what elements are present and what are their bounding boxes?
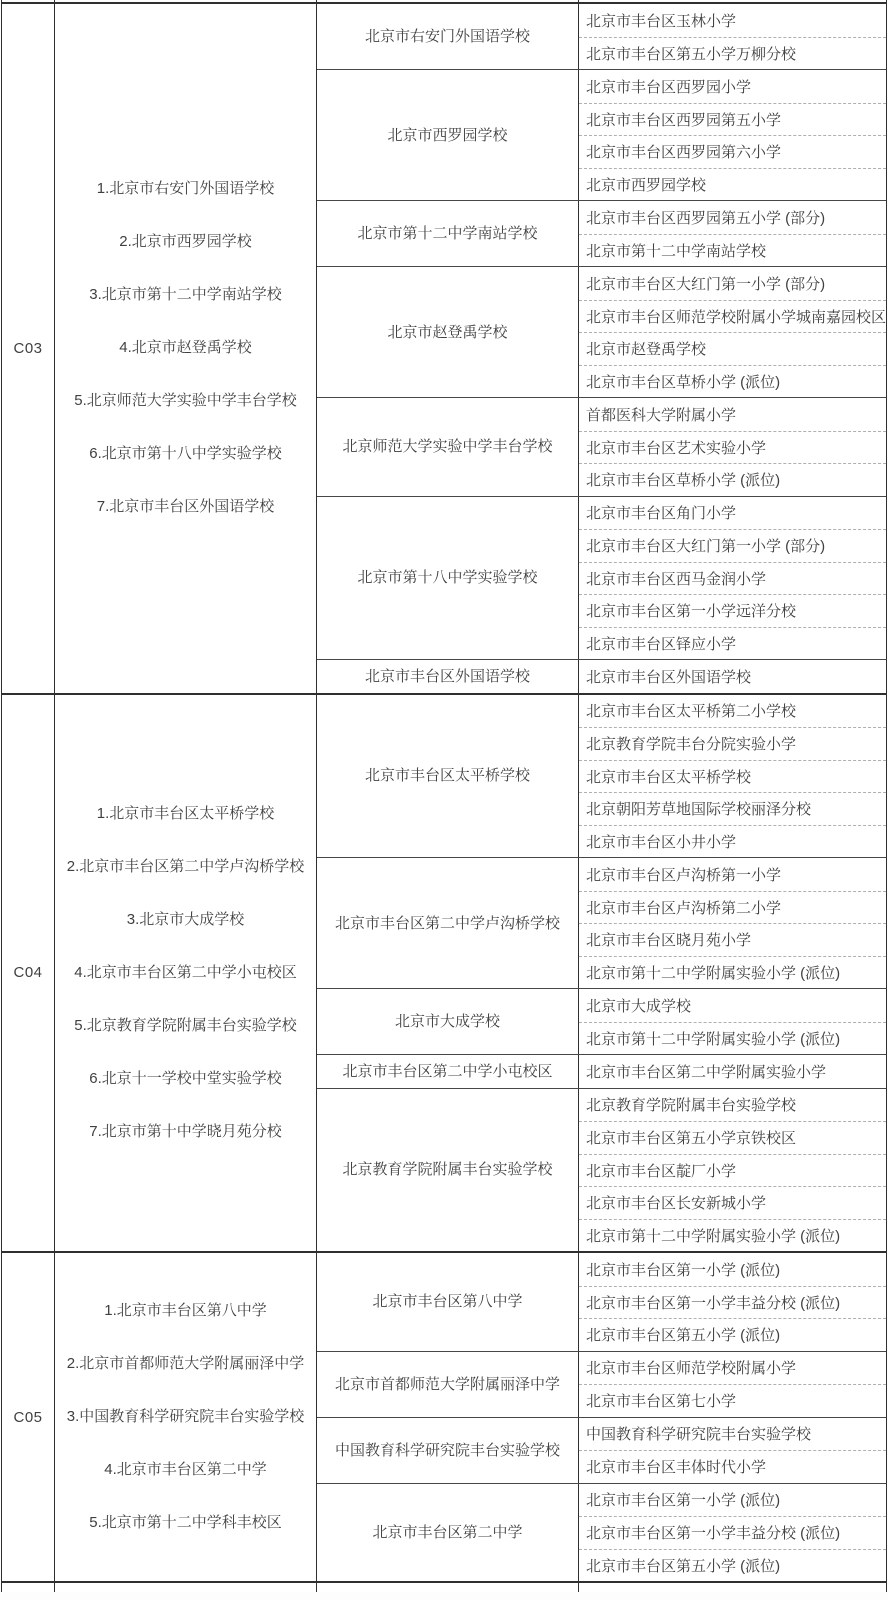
middle-school-list-item: 7.北京市丰台区外国语学校: [96, 498, 275, 516]
middle-school-list-item: 3.北京市第十二中学南站学校: [89, 286, 282, 304]
middle-school-list-item: 2.北京市丰台区第二中学卢沟桥学校: [66, 857, 305, 875]
district-block: [2, 695, 886, 1254]
middle-school-cell: 北京市西罗园学校: [317, 70, 579, 200]
elementary-school-cell: 北京市丰台区第七小学: [579, 1384, 886, 1417]
elementary-column-empty: [579, 0, 886, 2]
elementary-school-cell: 北京教育学院附属丰台实验学校: [586, 1097, 797, 1115]
middle-school-cell: 北京师范大学实验中学丰台学校: [317, 398, 579, 496]
elementary-school-cell: 北京市丰台区靛厂小学: [579, 1154, 886, 1187]
elementary-school-cell: 北京朝阳芳草地国际学校丽泽分校: [579, 792, 886, 825]
elementary-school-cell: 北京市第十二中学南站学校: [579, 234, 886, 267]
middle-school-list: [55, 695, 317, 1252]
elementary-column: [579, 398, 886, 496]
middle-school-cell: 北京市赵登禹学校: [317, 267, 579, 397]
elementary-school-cell: 北京市丰台区西马金润小学: [579, 562, 886, 595]
middle-school-list-item: 5.北京市第十二中学科丰校区: [89, 1514, 282, 1531]
middle-school-cell-empty: [317, 1583, 579, 1592]
elementary-column: [579, 1089, 886, 1252]
middle-school-cell: 北京市丰台区第二中学卢沟桥学校: [317, 858, 579, 988]
middle-school-cell: 北京市第十八中学实验学校: [317, 497, 579, 660]
elementary-school-cell: 北京市丰台区长安新城小学: [579, 1186, 886, 1219]
elementary-school-cell: 北京市丰台区师范学校附属小学: [586, 1360, 797, 1378]
middle-school-cell: 北京市丰台区第二中学: [317, 1484, 579, 1582]
middle-school-cell: 北京市丰台区第二中学小屯校区: [317, 1055, 579, 1088]
elementary-school-cell: 北京市丰台区西罗园第五小学 (部分): [586, 209, 826, 227]
group-code: C03: [2, 4, 55, 693]
pairing-group: [317, 4, 886, 69]
middle-school-cell: 北京市丰台区外国语学校: [317, 660, 579, 693]
middle-school-list-item: 1.北京市丰台区第八中学: [104, 1302, 267, 1319]
middle-school-list-item: 3.北京市大成学校: [126, 910, 245, 928]
elementary-column: [579, 497, 886, 660]
middle-school-cell: 北京市丰台区太平桥学校: [317, 695, 579, 858]
elementary-column: [579, 1484, 886, 1582]
middle-school-cell: 北京市首都师范大学附属丽泽中学: [317, 1352, 579, 1417]
group-code-cell-empty: [2, 0, 55, 2]
district-block: [2, 1253, 886, 1583]
elementary-school-cell: 北京市丰台区卢沟桥第二小学: [579, 891, 886, 924]
elementary-school-cell: 北京市丰台区小井小学: [579, 825, 886, 858]
elementary-school-cell: 北京市丰台区玉林小学: [586, 12, 737, 30]
middle-school-list-item: 3.中国教育科学研究院丰台实验学校: [66, 1408, 305, 1425]
elementary-school-cell: 北京市第十二中学附属实验小学 (派位): [579, 1219, 886, 1252]
middle-school-cell: 中国教育科学研究院丰台实验学校: [317, 1418, 579, 1483]
group-code: C05: [2, 1253, 55, 1581]
pairing-group: [317, 1417, 886, 1483]
elementary-school-cell: 北京市丰台区第五小学 (派位): [579, 1549, 886, 1582]
elementary-school-cell: 北京市丰台区第一小学丰益分校 (派位): [579, 1286, 886, 1319]
pairing-groups: [317, 695, 886, 1252]
middle-school-cell: 北京市右安门外国语学校: [317, 4, 579, 69]
elementary-school-cell: 北京市丰台区太平桥第二小学校: [586, 703, 797, 721]
elementary-school-cell: 北京市丰台区第二中学附属实验小学: [586, 1063, 827, 1081]
pairing-group: [317, 496, 886, 660]
elementary-school-cell: 北京市丰台区第五小学京铁校区: [579, 1121, 886, 1154]
middle-school-cell: 北京市第十二中学南站学校: [317, 201, 579, 266]
middle-school-list-item: 5.北京师范大学实验中学丰台学校: [74, 392, 297, 410]
elementary-school-cell: 北京市第十二中学附属实验小学 (派位): [579, 1022, 886, 1055]
middle-school-list-cell-empty: [55, 0, 317, 2]
elementary-school-cell: 北京市第十二中学附属实验小学 (派位): [579, 956, 886, 989]
elementary-column: [579, 695, 886, 858]
elementary-school-cell: 北京市丰台区大红门第一小学 (部分): [586, 275, 826, 293]
elementary-column: [579, 989, 886, 1054]
middle-school-cell: 北京教育学院附属丰台实验学校: [317, 1089, 579, 1252]
elementary-school-cell: 北京教育学院丰台分院实验小学: [579, 727, 886, 760]
elementary-school-cell: 北京市丰台区西罗园小学: [586, 78, 752, 96]
middle-school-list: [55, 4, 317, 693]
pairing-groups: [317, 4, 886, 693]
middle-school-list-item: 4.北京市丰台区第二中学: [104, 1461, 267, 1478]
elementary-school-cell: 北京市丰台区艺术实验小学: [579, 431, 886, 464]
elementary-column: [579, 70, 886, 200]
pairing-group: [317, 200, 886, 266]
elementary-column: [579, 201, 886, 266]
pairing-group: [317, 857, 886, 988]
elementary-school-cell: 北京市丰台区铎应小学: [579, 627, 886, 660]
elementary-school-cell: 北京市丰台区第五小学 (派位): [579, 1318, 886, 1351]
elementary-column: [579, 1352, 886, 1417]
pairing-group: [317, 695, 886, 858]
pairing-group: [317, 69, 886, 200]
elementary-school-cell: 北京市丰台区第一小学远洋分校: [579, 594, 886, 627]
elementary-school-cell: 北京市丰台区丰体时代小学: [579, 1450, 886, 1483]
pairing-group: [317, 1351, 886, 1417]
middle-school-list-item: 6.北京十一学校中堂实验学校: [89, 1069, 282, 1087]
pairing-group: [317, 1088, 886, 1252]
elementary-column: [579, 1418, 886, 1483]
pairing-groups: [317, 1253, 886, 1581]
elementary-column: [579, 858, 886, 988]
group-code: C04: [2, 695, 55, 1252]
school-pairing-table: [1, 0, 887, 1592]
middle-school-cell: 北京市大成学校: [317, 989, 579, 1054]
elementary-column: [579, 1055, 886, 1088]
elementary-column: [579, 4, 886, 69]
middle-school-list-item: 6.北京市第十八中学实验学校: [89, 445, 282, 463]
elementary-school-cell: 北京市西罗园学校: [579, 168, 886, 201]
table-bottom-partial-row: [2, 1583, 886, 1592]
table-blocks: [2, 4, 886, 1583]
elementary-school-cell: 北京市大成学校: [586, 997, 692, 1015]
elementary-school-cell: 北京市丰台区外国语学校: [586, 668, 752, 686]
elementary-school-cell: 北京市丰台区师范学校附属小学城南嘉园校区: [579, 300, 886, 333]
pairing-group: [317, 1054, 886, 1088]
district-block: [2, 4, 886, 695]
elementary-school-cell: 北京市丰台区草桥小学 (派位): [579, 463, 886, 496]
middle-school-list-item: 7.北京市第十中学晓月苑分校: [89, 1122, 282, 1140]
elementary-school-cell: 北京市丰台区第一小学丰益分校 (派位): [579, 1516, 886, 1549]
elementary-school-cell: 北京市丰台区第一小学 (派位): [586, 1261, 781, 1279]
middle-school-list-item: 2.北京市西罗园学校: [119, 233, 252, 251]
elementary-school-cell: 北京市丰台区大红门第一小学 (部分): [579, 529, 886, 562]
middle-school-list-item: 4.北京市丰台区第二中学小屯校区: [74, 963, 297, 981]
pairing-group: [317, 659, 886, 693]
elementary-school-cell: 北京市丰台区草桥小学 (派位): [579, 365, 886, 398]
middle-school-list: [55, 1253, 317, 1581]
elementary-school-cell: 北京市丰台区第五小学万柳分校: [579, 37, 886, 70]
elementary-school-cell: 北京市赵登禹学校: [579, 332, 886, 365]
elementary-column: [579, 660, 886, 693]
elementary-school-cell: 北京市丰台区第一小学 (派位): [586, 1492, 781, 1510]
middle-school-list-cell-empty: [55, 1583, 317, 1592]
pairing-group: [317, 1483, 886, 1582]
elementary-column: [579, 267, 886, 397]
pairing-group: [317, 988, 886, 1054]
middle-school-list-item: 1.北京市右安门外国语学校: [96, 180, 275, 198]
middle-school-list-item: 1.北京市丰台区太平桥学校: [96, 804, 275, 822]
elementary-school-cell: 北京市丰台区卢沟桥第一小学: [586, 866, 782, 884]
group-code-cell-empty: [2, 1583, 55, 1592]
elementary-school-cell: 北京市丰台区西罗园第六小学: [579, 135, 886, 168]
middle-school-list-item: 4.北京市赵登禹学校: [119, 339, 252, 357]
elementary-column-empty: [579, 1583, 886, 1592]
middle-school-list-item: 5.北京教育学院附属丰台实验学校: [74, 1016, 297, 1034]
elementary-school-cell: 首都医科大学附属小学: [586, 406, 737, 424]
pairing-group: [317, 1253, 886, 1351]
middle-school-cell: 北京市丰台区第八中学: [317, 1253, 579, 1351]
elementary-school-cell: 北京市丰台区太平桥学校: [579, 760, 886, 793]
elementary-school-cell: 北京市丰台区西罗园第五小学: [579, 103, 886, 136]
elementary-school-cell: 北京市丰台区晓月苑小学: [579, 923, 886, 956]
elementary-school-cell: 中国教育科学研究院丰台实验学校: [586, 1426, 812, 1444]
pairing-group: [317, 397, 886, 496]
elementary-school-cell: 北京市丰台区角门小学: [586, 505, 737, 523]
elementary-column: [579, 1253, 886, 1351]
middle-school-list-item: 2.北京市首都师范大学附属丽泽中学: [66, 1355, 305, 1372]
pairing-group: [317, 266, 886, 397]
